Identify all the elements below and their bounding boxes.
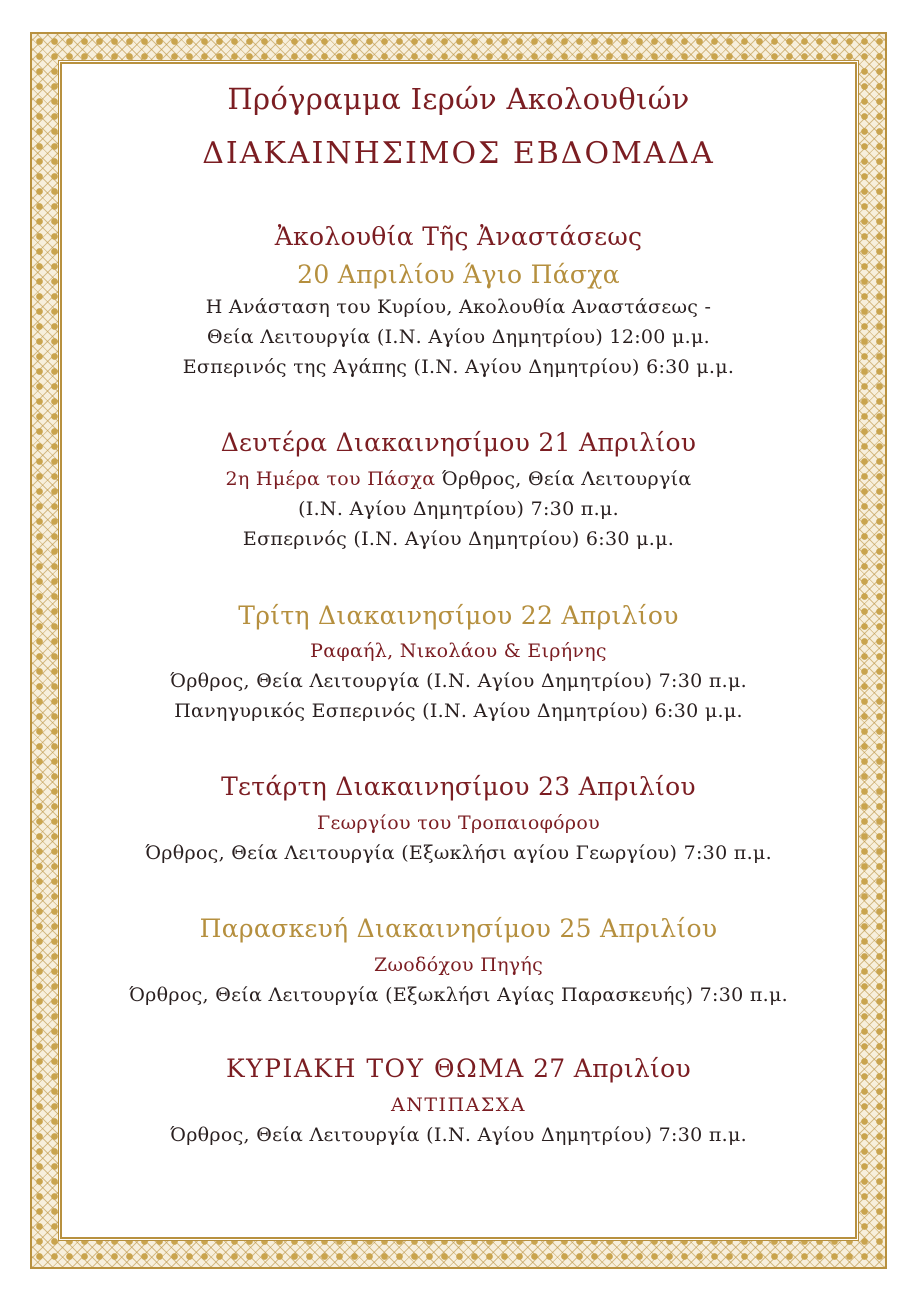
section-heading: Τετάρτη Διακαινησίμου 23 Απριλίου	[221, 772, 696, 801]
service-line: Η Ανάσταση του Κυρίου, Ακολουθία Αναστάσεως -	[205, 296, 712, 318]
feast-name: Ραφαήλ, Νικολάου & Ειρήνης	[310, 640, 607, 662]
service-line: Όρθρος, Θεία Λειτουργία (Εξωκλήσι Αγίας Παρασκευής) 7:30 π.μ.	[129, 984, 788, 1006]
service-line: Όρθρος, Θεία Λειτουργία (Εξωκλήσι αγίου Γεωργίου) 7:30 π.μ.	[145, 842, 772, 864]
feast-name: 2η Ημέρα του Πάσχα	[225, 468, 436, 490]
service-line: (Ι.Ν. Αγίου Δημητρίου) 7:30 π.μ.	[298, 498, 619, 520]
feast-name: Γεωργίου του Τροπαιοφόρου	[317, 812, 600, 834]
service-line: Εσπερινός (Ι.Ν. Αγίου Δημητρίου) 6:30 μ.μ.	[242, 528, 675, 550]
service-line: Όρθρος, Θεία Λειτουργία (Ι.Ν. Αγίου Δημητρίου) 7:30 π.μ.	[170, 670, 747, 692]
service-line: Θεία Λειτουργία (Ι.Ν. Αγίου Δημητρίου) 12:00 μ.μ.	[207, 326, 710, 348]
section-heading: Τρίτη Διακαινησίμου 22 Απριλίου	[238, 601, 679, 630]
feast-line	[60, 468, 857, 490]
heading-caps: ΚΥΡΙΑΚΗ ΤΟΥ ΘΩΜΑ	[225, 1054, 525, 1083]
feast-name: ΑΝΤΙΠΑΣΧΑ	[391, 1094, 526, 1116]
feast-name: Ζωοδόχου Πηγής	[373, 954, 544, 976]
page-subtitle: ΔΙΑΚΑΙΝΗΣΙΜΟΣ ΕΒΔΟΜΑΔΑ	[202, 136, 715, 171]
service-line: Όρθρος, Θεία Λειτουργία (Ι.Ν. Αγίου Δημητρίου) 7:30 π.μ.	[170, 1124, 747, 1146]
section-heading	[60, 1054, 857, 1083]
heading-date: 27 Απριλίου	[524, 1054, 692, 1083]
section-date: 20 Απριλίου Άγιο Πάσχα	[297, 260, 620, 289]
section-heading: Παρασκευή Διακαινησίμου 25 Απριλίου	[199, 914, 718, 943]
service-text: Όρθρος, Θεία Λειτουργία	[435, 468, 692, 490]
service-line: Εσπερινός της Αγάπης (Ι.Ν. Αγίου Δημητρίου) 6:30 μ.μ.	[182, 356, 735, 378]
service-line: Πανηγυρικός Εσπερινός (Ι.Ν. Αγίου Δημητρίου) 6:30 μ.μ.	[174, 700, 743, 722]
section-heading: Δευτέρα Διακαινησίμου 21 Απριλίου	[220, 428, 697, 457]
page-title: Πρόγραμμα Ιερών Ακολουθιών	[227, 82, 690, 116]
section-heading: Ἀκολουθία Τῆς Ἀναστάσεως	[274, 222, 643, 251]
